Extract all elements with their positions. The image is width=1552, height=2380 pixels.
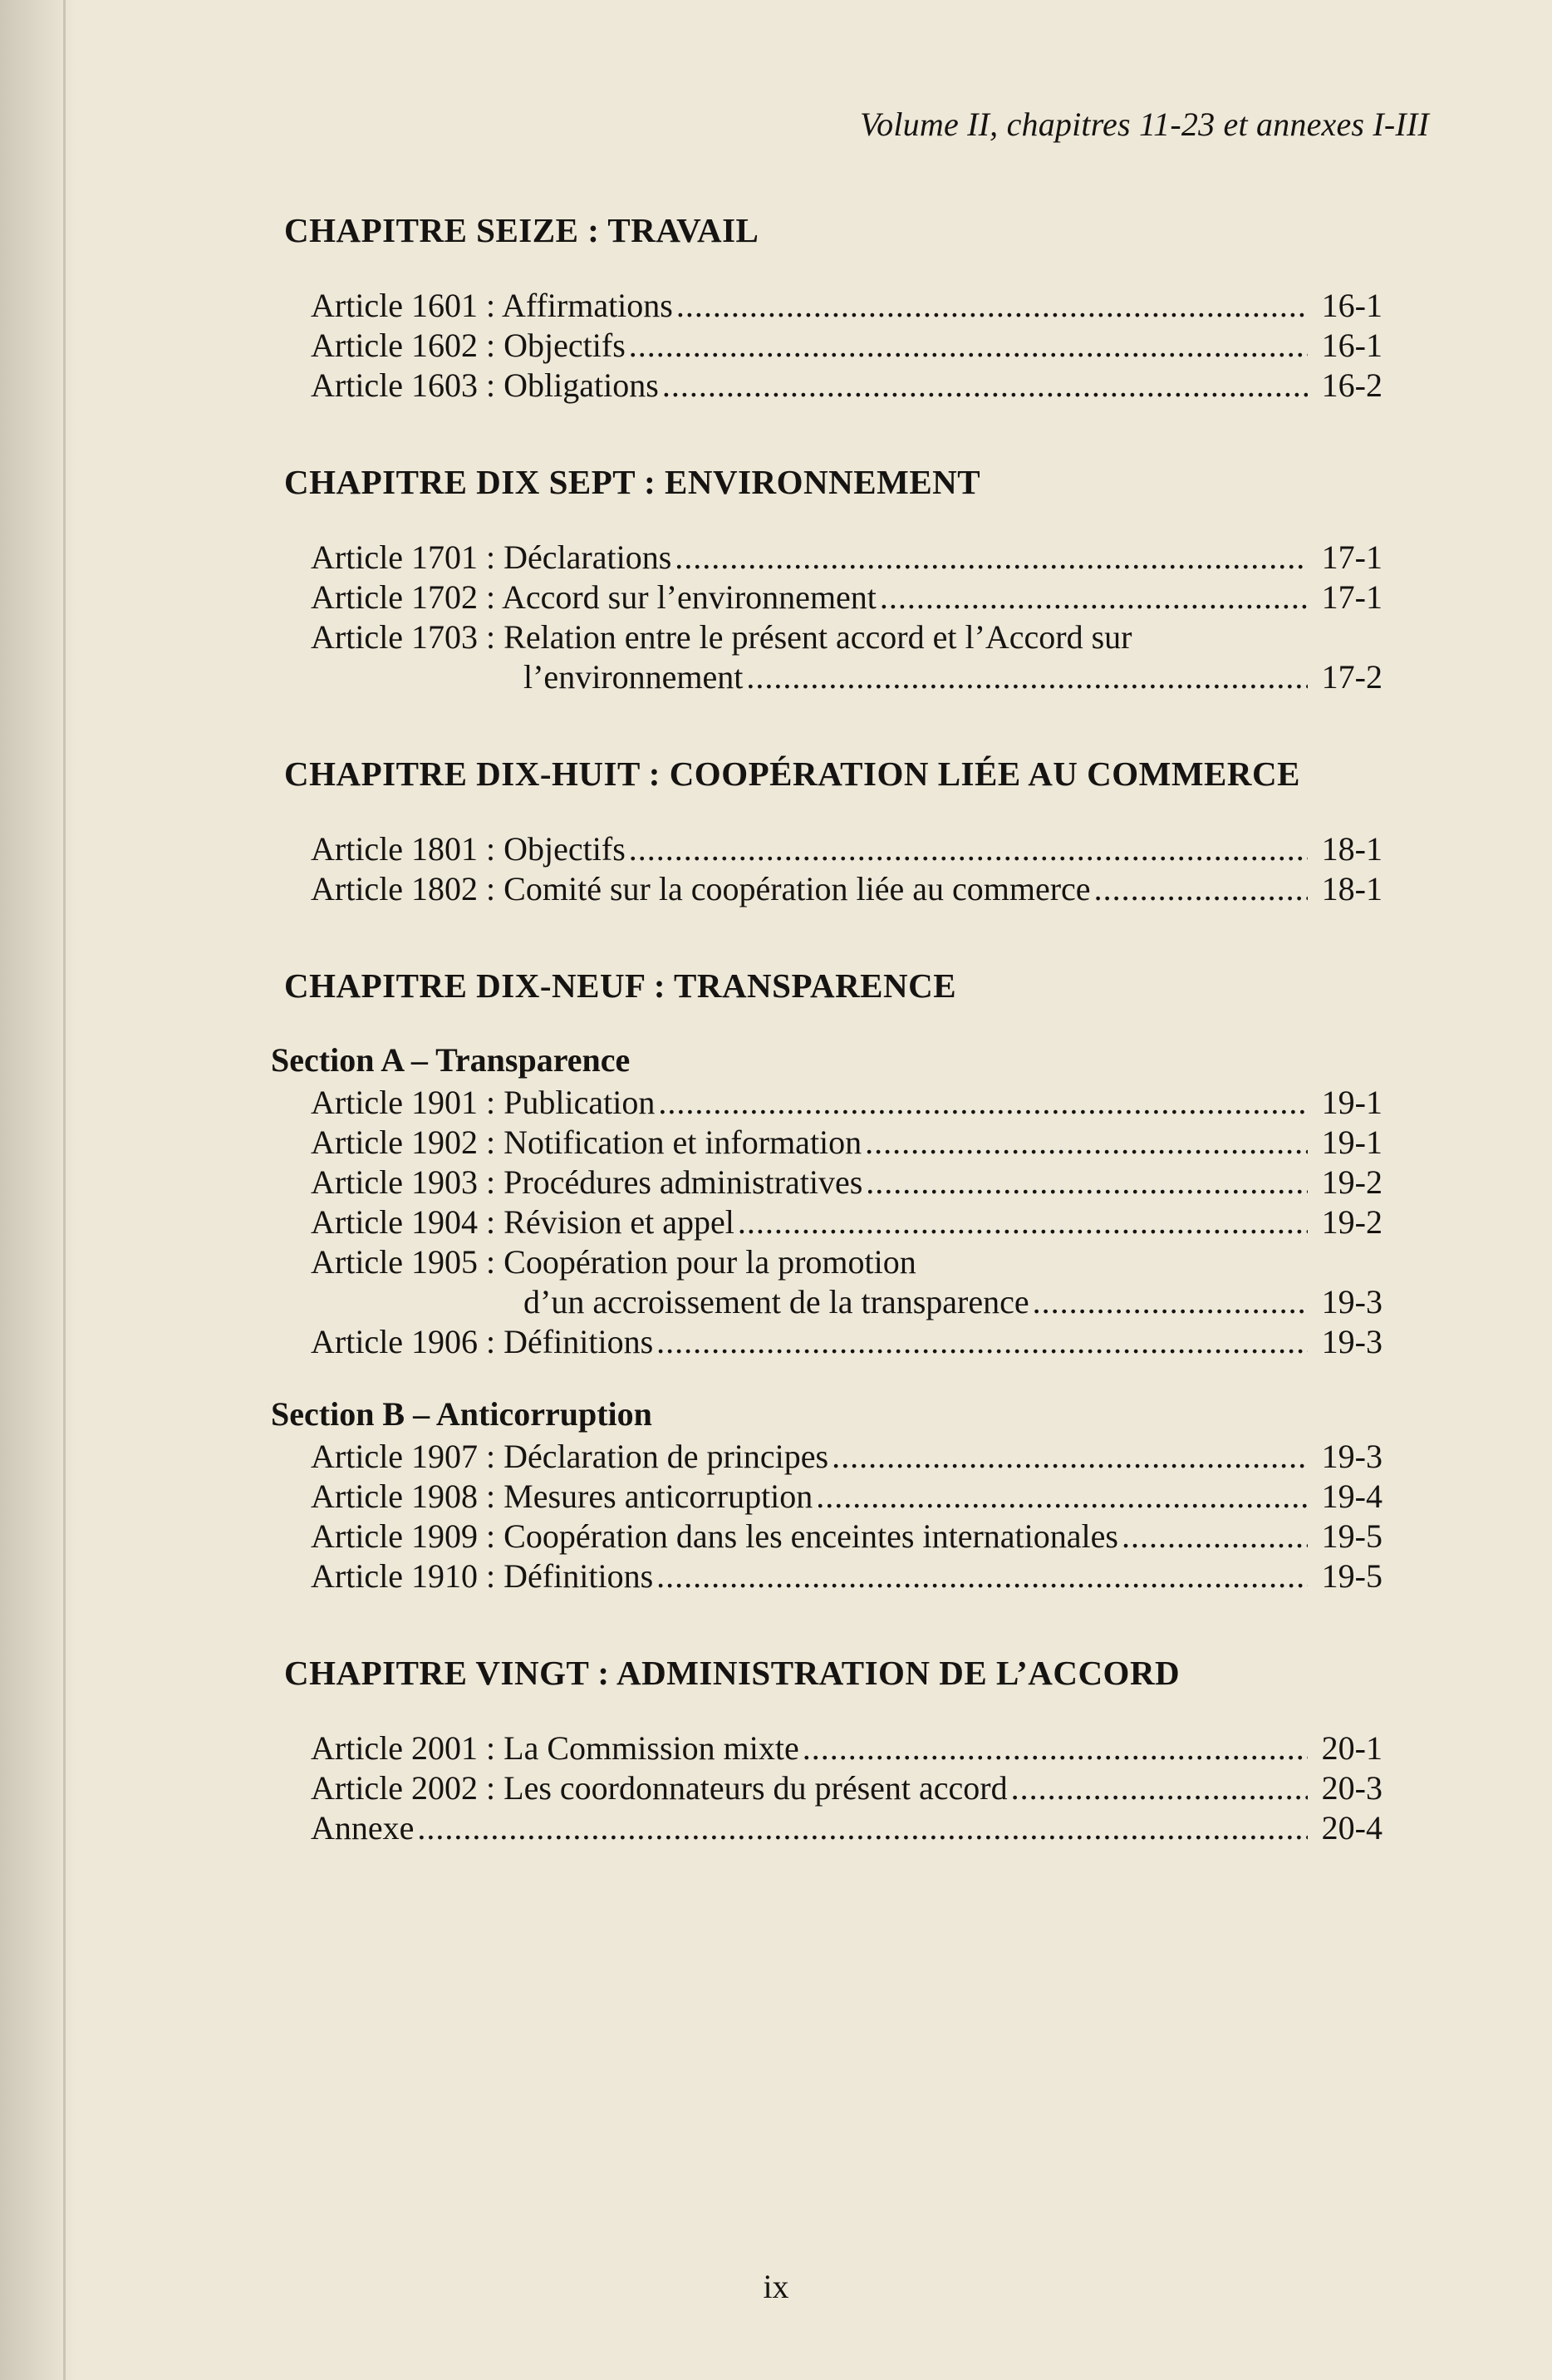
toc-entry-label: Article 1902 : Notification et information (311, 1124, 862, 1162)
leader-dots (629, 829, 1308, 869)
toc-entry-label: Article 1904 : Révision et appel (311, 1203, 734, 1242)
toc-entry-page: 16-1 (1321, 287, 1383, 325)
toc-entry-2001[interactable] (263, 1728, 1383, 1768)
leader-dots (738, 1202, 1308, 1242)
table-of-contents (263, 212, 1383, 1906)
toc-entry-label: Article 1702 : Accord sur l’environnement (311, 578, 877, 617)
toc-entry-1701[interactable] (263, 538, 1383, 578)
toc-entry-label: Article 1901 : Publication (311, 1084, 656, 1122)
toc-entry-page: 19-2 (1321, 1163, 1383, 1202)
leader-dots (656, 1322, 1308, 1362)
toc-entry-1910[interactable] (263, 1556, 1383, 1596)
section-a (263, 1041, 1383, 1362)
toc-entry-1903[interactable] (263, 1163, 1383, 1202)
toc-entry-label: Article 1601 : Affirmations (311, 287, 673, 325)
toc-entry-label: Article 1905 : Coopération pour la promotion (311, 1243, 916, 1281)
toc-entry-1802[interactable] (263, 869, 1383, 909)
toc-entry-label: d’un accroissement de la transparence (523, 1283, 1029, 1321)
chapter-19 (263, 967, 1383, 1596)
leader-dots (865, 1123, 1308, 1163)
leader-dots (866, 1163, 1308, 1202)
toc-entry-page: 19-5 (1321, 1517, 1383, 1556)
toc-entry-1601[interactable] (263, 286, 1383, 326)
toc-entry-label: Article 1801 : Objectifs (311, 830, 626, 868)
toc-entry-page: 19-3 (1321, 1283, 1383, 1321)
toc-entry-page: 19-3 (1321, 1438, 1383, 1476)
toc-entry-page: 19-1 (1321, 1124, 1383, 1162)
chapter-title: CHAPITRE DIX-HUIT : COOPÉRATION LIÉE AU COMMERCE (284, 755, 1300, 794)
toc-entry-page: 19-1 (1321, 1084, 1383, 1122)
leader-dots (832, 1437, 1308, 1477)
leader-dots (816, 1477, 1308, 1517)
chapter-18 (263, 755, 1383, 909)
section-title: Section A – Transparence (271, 1041, 631, 1079)
toc-entry-page: 20-3 (1321, 1769, 1383, 1807)
toc-entry-page: 16-2 (1321, 366, 1383, 405)
leader-dots (1033, 1282, 1308, 1322)
toc-entry-1902[interactable] (263, 1123, 1383, 1163)
toc-entry-page: 18-1 (1321, 870, 1383, 908)
toc-entry-label: Article 1903 : Procédures administratives (311, 1163, 863, 1202)
toc-entry-page: 17-1 (1321, 538, 1383, 577)
leader-dots (656, 1556, 1308, 1596)
chapter-title: CHAPITRE DIX SEPT : ENVIRONNEMENT (284, 463, 981, 502)
toc-entry-label: Article 2001 : La Commission mixte (311, 1729, 799, 1768)
chapter-title: CHAPITRE DIX-NEUF : TRANSPARENCE (284, 966, 957, 1006)
toc-entry-1908[interactable] (263, 1477, 1383, 1517)
toc-entry-page: 18-1 (1321, 830, 1383, 868)
leader-dots (1094, 869, 1308, 909)
leader-dots (803, 1728, 1308, 1768)
leader-dots (662, 366, 1308, 406)
toc-entry-label: Article 1802 : Comité sur la coopération liée au commerce (311, 870, 1091, 908)
leader-dots (675, 538, 1308, 578)
toc-entry-label: Article 1701 : Déclarations (311, 538, 672, 577)
toc-entry-1904[interactable] (263, 1202, 1383, 1242)
toc-entry-1905[interactable] (263, 1242, 1383, 1282)
leader-dots (629, 326, 1308, 366)
toc-entry-page: 16-1 (1321, 327, 1383, 365)
toc-entry-1703[interactable] (263, 617, 1383, 657)
running-header: Volume II, chapitres 11-23 et annexes I-III (859, 106, 1429, 143)
toc-entry-page: 19-4 (1321, 1478, 1383, 1516)
chapter-17 (263, 464, 1383, 697)
chapter-16 (263, 212, 1383, 406)
toc-entry-page: 19-2 (1321, 1203, 1383, 1242)
toc-entry-1907[interactable] (263, 1437, 1383, 1477)
toc-entry-annexe[interactable] (263, 1808, 1383, 1848)
toc-entry-label: Article 1602 : Objectifs (311, 327, 626, 365)
toc-entry-label: Article 1908 : Mesures anticorruption (311, 1478, 813, 1516)
toc-entry-page: 17-1 (1321, 578, 1383, 617)
toc-entry-1901[interactable] (263, 1083, 1383, 1123)
toc-entry-page: 19-3 (1321, 1323, 1383, 1361)
toc-entry-page: 20-1 (1321, 1729, 1383, 1768)
toc-entry-1603[interactable] (263, 366, 1383, 406)
leader-dots (1011, 1768, 1308, 1808)
toc-entry-page: 17-2 (1321, 658, 1383, 696)
toc-entry-page: 19-5 (1321, 1557, 1383, 1596)
toc-entry-label: Article 1907 : Déclaration de principes (311, 1438, 829, 1476)
toc-entry-1906[interactable] (263, 1322, 1383, 1362)
leader-dots (1122, 1517, 1308, 1556)
leader-dots (880, 578, 1308, 617)
toc-entry-1703-continuation[interactable] (263, 657, 1383, 697)
chapter-20 (263, 1655, 1383, 1848)
toc-entry-label: Article 1603 : Obligations (311, 366, 659, 405)
toc-entry-label: Annexe (311, 1809, 415, 1847)
toc-entry-1602[interactable] (263, 326, 1383, 366)
page-number: ix (763, 2268, 789, 2305)
toc-entry-page: 20-4 (1321, 1809, 1383, 1847)
toc-entry-label: Article 2002 : Les coordonnateurs du présent accord (311, 1769, 1008, 1807)
toc-entry-label: Article 1703 : Relation entre le présent accord et l’Accord sur (311, 618, 1132, 656)
toc-entry-label: Article 1906 : Définitions (311, 1323, 654, 1361)
leader-dots (417, 1808, 1308, 1848)
leader-dots (658, 1083, 1308, 1123)
toc-entry-1801[interactable] (263, 829, 1383, 869)
leader-dots (746, 657, 1308, 697)
chapter-title: CHAPITRE VINGT : ADMINISTRATION DE L’ACCORD (284, 1654, 1181, 1693)
toc-entry-1905-continuation[interactable] (263, 1282, 1383, 1322)
leader-dots (676, 286, 1308, 326)
section-title: Section B – Anticorruption (271, 1395, 652, 1433)
toc-entry-1702[interactable] (263, 578, 1383, 617)
section-b (263, 1395, 1383, 1596)
binding-edge (63, 0, 66, 2380)
toc-entry-2002[interactable] (263, 1768, 1383, 1808)
toc-entry-label: Article 1909 : Coopération dans les enceintes internationales (311, 1517, 1118, 1556)
toc-entry-label: l’environnement (523, 658, 744, 696)
toc-entry-label: Article 1910 : Définitions (311, 1557, 654, 1596)
toc-entry-1909[interactable] (263, 1517, 1383, 1556)
chapter-title: CHAPITRE SEIZE : TRAVAIL (284, 211, 759, 249)
